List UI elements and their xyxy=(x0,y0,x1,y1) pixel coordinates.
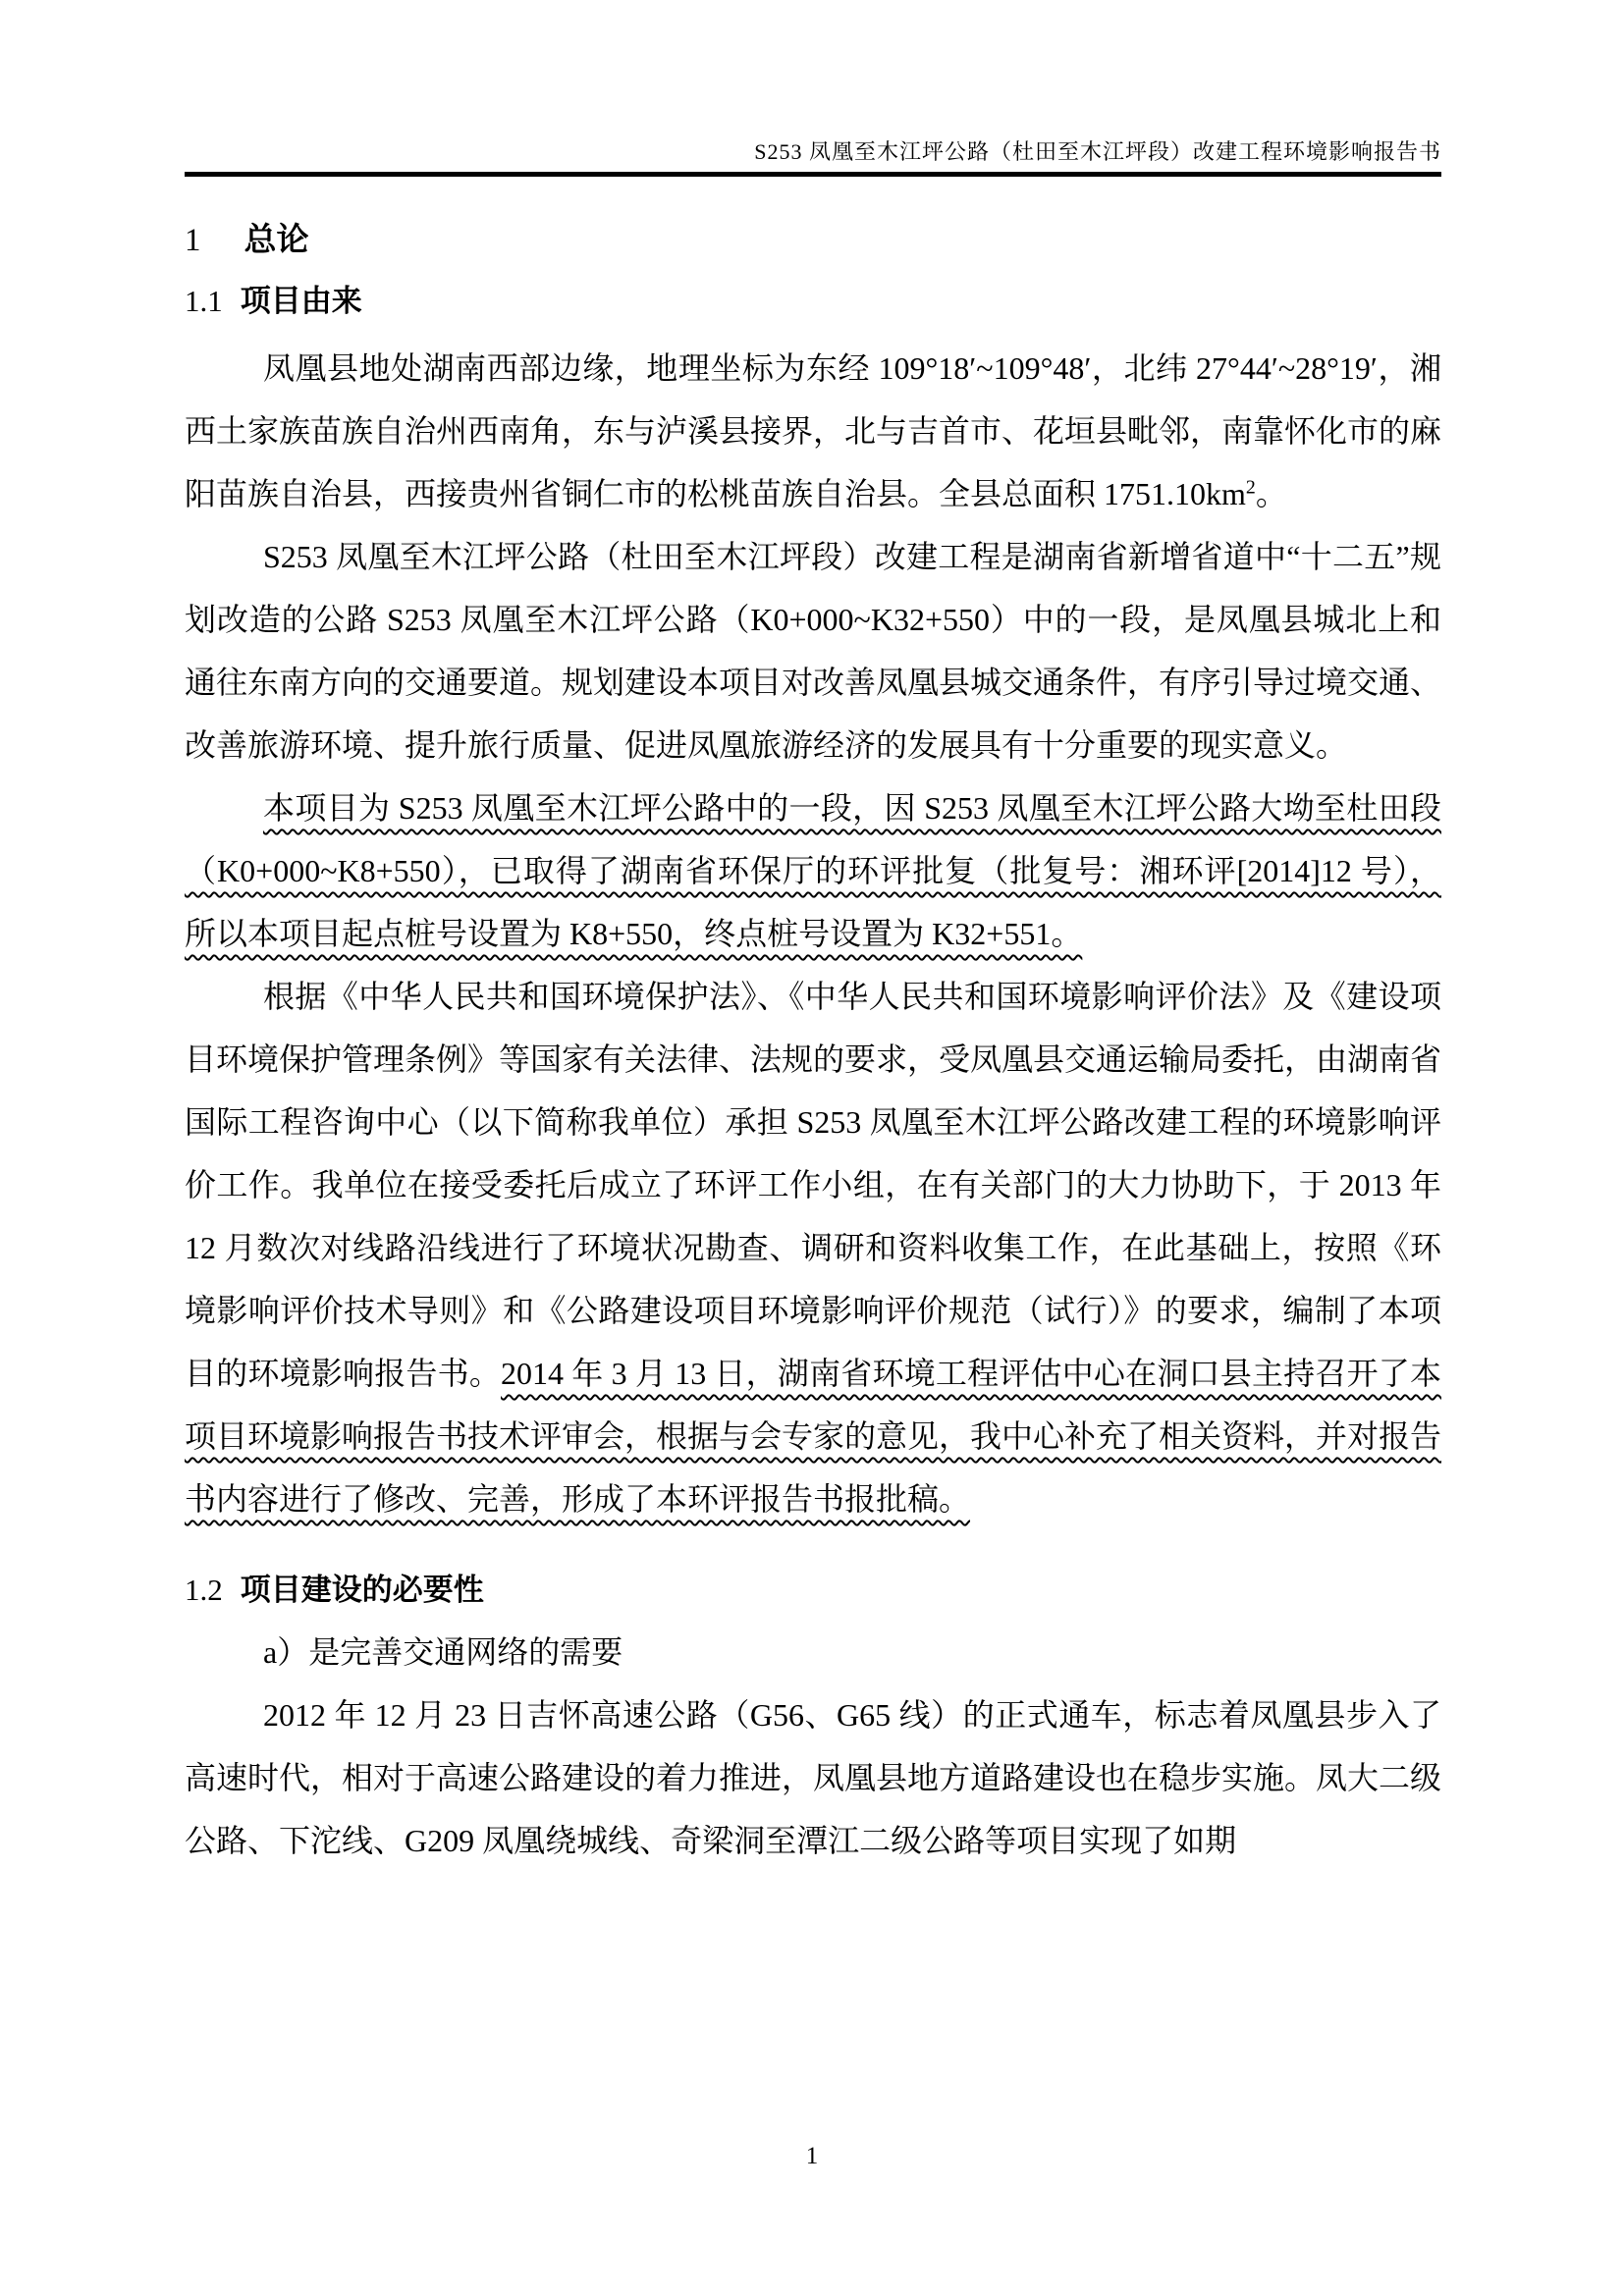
list-item-a xyxy=(185,1621,1441,1683)
chapter-title: 总论 xyxy=(244,221,309,257)
paragraph-text: 凤凰县地处湖南西部边缘，地理坐标为东经 109°18′~109°48′，北纬 27°44′~28°19′，湘西土家族苗族自治州西南角，东与泸溪县接界，北与吉首市、花垣县毗邻，南靠怀化市的麻阳苗族自治县，西接贵州省铜仁市的松桃苗族自治县。全县总面积 1751.10km xyxy=(185,350,1442,511)
superscript-2: 2 xyxy=(1245,476,1256,499)
underlined-text: 2014 年 3 月 13 日，湖南省环境工程评估中心在洞口县主持召开了本项目环境影响报告书技术评审会，根据与会专家的意见，我中心补充了相关资料，并对报告书内容进行了修改、完善，形成了本环评报告书报批稿。 xyxy=(185,1356,1442,1517)
paragraph-eia-process xyxy=(185,965,1441,1530)
running-header-title: S253 凤凰至木江坪公路（杜田至木江坪段）改建工程环境影响报告书 xyxy=(754,139,1441,164)
section-number: 1.1 xyxy=(185,284,223,318)
paragraph-project-overview xyxy=(185,525,1441,776)
paragraph-text: 根据《中华人民共和国环境保护法》、《中华人民共和国环境影响评价法》及《建设项目环境保护管理条例》等国家有关法律、法规的要求，受凤凰县交通运输局委托，由湖南省国际工程咨询中心（以下简称我单位）承担 S253 凤凰至木江坪公路改建工程的环境影响评价工作。我单位在接受委托后成立了环评工作小组，在有关部门的大力协助下，于 2013 年 12 月数次对线路沿线进行了环境状况勘查、调研和资料收集工作，在此基础上，按照《环境影响评价技术导则》和《公路建设项目环境影响评价规范（试行）》的要求，编制了本项目的环境影响报告书。 xyxy=(185,979,1442,1391)
page-number: 1 xyxy=(805,2143,819,2169)
paragraph-county-location xyxy=(185,337,1441,525)
chapter-number: 1 xyxy=(185,223,201,258)
running-header xyxy=(185,139,1441,165)
section-title: 项目建设的必要性 xyxy=(240,1573,484,1607)
paragraph-traffic-network xyxy=(185,1683,1441,1872)
chapter-heading xyxy=(185,222,1441,258)
header-rule xyxy=(185,172,1441,177)
section-number: 1.2 xyxy=(185,1573,223,1607)
underlined-text: 本项目为 S253 凤凰至木江坪公路中的一段，因 S253 凤凰至木江坪公路大坳至杜田段（K0+000~K8+550），已取得了湖南省环保厅的环评批复（批复号：湘环评[2014]12 号），所以本项目起点桩号设置为 K8+550，终点桩号设置为 K32+551。 xyxy=(185,790,1441,951)
paragraph-text: 2012 年 12 月 23 日吉怀高速公路（G56、G65 线）的正式通车，标志着凤凰县步入了高速时代，相对于高速公路建设的着力推进，凤凰县地方道路建设也在稳步实施。凤大二级公路、下沱线、G209 凤凰绕城线、奇梁洞至潭江二级公路等项目实现了如期 xyxy=(185,1697,1442,1858)
section-heading-1-2 xyxy=(185,1574,1441,1607)
section-title: 项目由来 xyxy=(240,284,362,318)
paragraph-text: S253 凤凰至木江坪公路（杜田至木江坪段）改建工程是湖南省新增省道中“十二五”规划改造的公路 S253 凤凰至木江坪公路（K0+000~K32+550）中的一段，是凤凰县城北上和通往东南方向的交通要道。规划建设本项目对改善凤凰县城交通条件，有序引导过境交通、改善旅游环境、提升旅行质量、促进凤凰旅游经济的发展具有十分重要的现实意义。 xyxy=(185,539,1442,763)
paragraph-text: 。 xyxy=(1255,476,1287,511)
paragraph-project-segment xyxy=(185,776,1441,965)
list-item-text: a）是完善交通网络的需要 xyxy=(263,1634,623,1670)
section-heading-1-1 xyxy=(185,285,1441,318)
